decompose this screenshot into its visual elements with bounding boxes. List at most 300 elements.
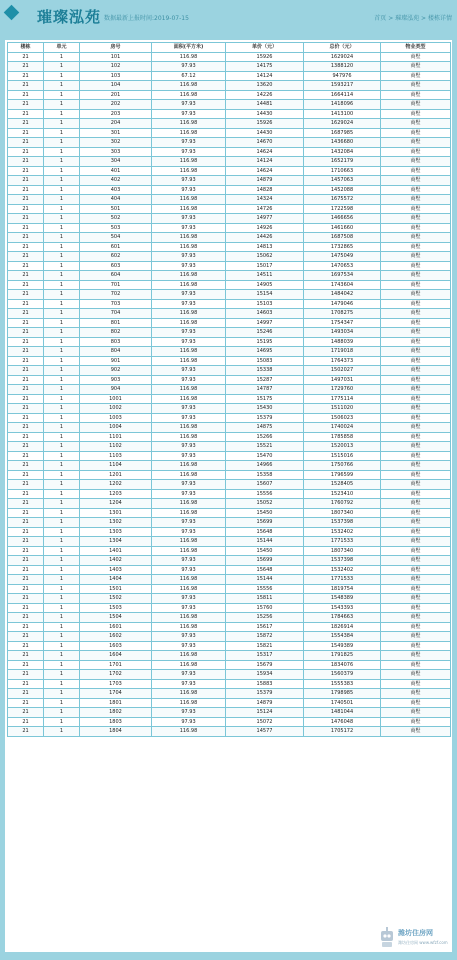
table-cell: 14879 (226, 698, 304, 708)
table-cell: 14430 (226, 128, 304, 138)
table-cell: 1104 (80, 461, 152, 471)
table-cell: 1 (44, 423, 80, 433)
table-cell: 15648 (226, 565, 304, 575)
table-cell: 1826914 (304, 622, 381, 632)
table-cell: 1301 (80, 508, 152, 518)
table-cell: 商墅 (381, 318, 451, 328)
table-row (8, 337, 451, 347)
table-cell: 702 (80, 290, 152, 300)
table-cell: 21 (8, 176, 44, 186)
table-cell: 21 (8, 575, 44, 585)
table-row (8, 508, 451, 518)
table-cell: 21 (8, 670, 44, 680)
table-cell: 1 (44, 128, 80, 138)
table-row (8, 727, 451, 737)
table-cell: 1701 (80, 660, 152, 670)
watermark-title: 潍坊住房网 (398, 929, 433, 937)
table-cell: 1 (44, 565, 80, 575)
table-cell: 21 (8, 632, 44, 642)
table-cell: 21 (8, 290, 44, 300)
table-row (8, 52, 451, 62)
table-cell: 15103 (226, 299, 304, 309)
table-cell: 116.98 (152, 233, 226, 243)
table-cell: 116.98 (152, 309, 226, 319)
table-cell: 1771533 (304, 575, 381, 585)
table-cell: 1560379 (304, 670, 381, 680)
table-cell: 15450 (226, 546, 304, 556)
table-cell: 21 (8, 185, 44, 195)
table-cell: 1481044 (304, 708, 381, 718)
table-cell: 1 (44, 651, 80, 661)
table-cell: 1388120 (304, 62, 381, 72)
table-cell: 116.98 (152, 347, 226, 357)
table-cell: 21 (8, 499, 44, 509)
table-cell: 商墅 (381, 138, 451, 148)
column-header: 单价（元） (226, 43, 304, 53)
table-cell: 1497031 (304, 375, 381, 385)
table-cell: 1470653 (304, 261, 381, 271)
table-cell: 商墅 (381, 195, 451, 205)
table-cell: 97.93 (152, 252, 226, 262)
table-row (8, 613, 451, 623)
table-cell: 商墅 (381, 299, 451, 309)
table-cell: 商墅 (381, 670, 451, 680)
table-cell: 21 (8, 52, 44, 62)
table-row (8, 603, 451, 613)
table-cell: 116.98 (152, 575, 226, 585)
table-cell: 1 (44, 185, 80, 195)
column-header: 面积(平方米) (152, 43, 226, 53)
table-cell: 1537398 (304, 518, 381, 528)
table-cell: 1601 (80, 622, 152, 632)
table-cell: 1804 (80, 727, 152, 737)
table-cell: 商墅 (381, 52, 451, 62)
table-cell: 21 (8, 518, 44, 528)
table-cell: 21 (8, 689, 44, 699)
table-cell: 商墅 (381, 147, 451, 157)
table-row (8, 394, 451, 404)
table-cell: 1603 (80, 641, 152, 651)
table-cell: 商墅 (381, 470, 451, 480)
table-cell: 1 (44, 470, 80, 480)
table-cell: 947976 (304, 71, 381, 81)
table-cell: 1479046 (304, 299, 381, 309)
table-cell: 商墅 (381, 584, 451, 594)
table-cell: 21 (8, 546, 44, 556)
table-cell: 21 (8, 413, 44, 423)
table-cell: 商墅 (381, 109, 451, 119)
table-cell: 1764373 (304, 356, 381, 366)
table-cell: 1484042 (304, 290, 381, 300)
table-cell: 97.93 (152, 185, 226, 195)
table-cell: 1705172 (304, 727, 381, 737)
table-cell: 21 (8, 442, 44, 452)
table-cell: 15083 (226, 356, 304, 366)
table-row (8, 717, 451, 727)
table-row (8, 128, 451, 138)
table-cell: 21 (8, 157, 44, 167)
table-cell: 21 (8, 470, 44, 480)
table-row (8, 651, 451, 661)
table-cell: 1785858 (304, 432, 381, 442)
site-logo[interactable]: 璀璨泓苑 (37, 8, 102, 26)
table-cell: 1802 (80, 708, 152, 718)
table-cell: 商墅 (381, 698, 451, 708)
table-cell: 97.93 (152, 375, 226, 385)
table-cell: 1 (44, 461, 80, 471)
table-cell: 1664114 (304, 90, 381, 100)
table-cell: 1 (44, 290, 80, 300)
table-cell: 1528405 (304, 480, 381, 490)
table-cell: 1 (44, 375, 80, 385)
table-cell: 902 (80, 366, 152, 376)
table-cell: 15926 (226, 52, 304, 62)
table-cell: 1003 (80, 413, 152, 423)
table-cell: 401 (80, 166, 152, 176)
table-cell: 1503 (80, 603, 152, 613)
table-cell: 103 (80, 71, 152, 81)
table-cell: 1 (44, 252, 80, 262)
table-row (8, 147, 451, 157)
table-cell: 1 (44, 100, 80, 110)
table-cell: 15144 (226, 575, 304, 585)
table-cell: 1475049 (304, 252, 381, 262)
table-cell: 204 (80, 119, 152, 129)
table-row (8, 385, 451, 395)
table-cell: 21 (8, 432, 44, 442)
content-panel (5, 40, 452, 952)
table-cell: 商墅 (381, 280, 451, 290)
table-cell: 14977 (226, 214, 304, 224)
table-cell: 116.98 (152, 727, 226, 737)
table-cell: 116.98 (152, 90, 226, 100)
table-cell: 402 (80, 176, 152, 186)
table-cell: 116.98 (152, 622, 226, 632)
table-cell: 1 (44, 223, 80, 233)
table-cell: 97.93 (152, 641, 226, 651)
table-cell: 1523410 (304, 489, 381, 499)
table-cell: 21 (8, 62, 44, 72)
table-cell: 1703 (80, 679, 152, 689)
table-cell: 97.93 (152, 679, 226, 689)
table-row (8, 62, 451, 72)
table-cell: 1 (44, 299, 80, 309)
table-cell: 14577 (226, 727, 304, 737)
table-cell: 14926 (226, 223, 304, 233)
table-cell: 14124 (226, 157, 304, 167)
table-row (8, 432, 451, 442)
table-cell: 1103 (80, 451, 152, 461)
table-cell: 1 (44, 366, 80, 376)
table-cell: 1493034 (304, 328, 381, 338)
table-cell: 1506023 (304, 413, 381, 423)
table-cell: 1461660 (304, 223, 381, 233)
table-cell: 104 (80, 81, 152, 91)
table-row (8, 375, 451, 385)
table-cell: 15338 (226, 366, 304, 376)
table-cell: 商墅 (381, 261, 451, 271)
table-row (8, 242, 451, 252)
table-cell: 903 (80, 375, 152, 385)
table-cell: 21 (8, 622, 44, 632)
table-row (8, 622, 451, 632)
table-cell: 21 (8, 698, 44, 708)
table-cell: 15358 (226, 470, 304, 480)
table-cell: 1501 (80, 584, 152, 594)
table-cell: 1 (44, 337, 80, 347)
table-cell: 1 (44, 451, 80, 461)
table-cell: 1784663 (304, 613, 381, 623)
table-cell: 15062 (226, 252, 304, 262)
table-cell: 1304 (80, 537, 152, 547)
table-cell: 116.98 (152, 613, 226, 623)
table-cell: 801 (80, 318, 152, 328)
table-cell: 1 (44, 527, 80, 537)
table-cell: 116.98 (152, 195, 226, 205)
table-cell: 15317 (226, 651, 304, 661)
table-cell: 14905 (226, 280, 304, 290)
table-cell: 14879 (226, 176, 304, 186)
table-cell: 1413100 (304, 109, 381, 119)
table-cell: 1 (44, 594, 80, 604)
table-cell: 116.98 (152, 394, 226, 404)
table-cell: 商墅 (381, 432, 451, 442)
table-row (8, 280, 451, 290)
table-cell: 15154 (226, 290, 304, 300)
table-cell: 116.98 (152, 470, 226, 480)
table-cell: 116.98 (152, 698, 226, 708)
table-cell: 1 (44, 679, 80, 689)
table-cell: 商墅 (381, 518, 451, 528)
table-cell: 商墅 (381, 632, 451, 642)
table-cell: 116.98 (152, 242, 226, 252)
table-cell: 21 (8, 404, 44, 414)
table-cell: 21 (8, 679, 44, 689)
table-cell: 1502 (80, 594, 152, 604)
table-cell: 1 (44, 641, 80, 651)
table-cell: 97.93 (152, 147, 226, 157)
table-cell: 21 (8, 717, 44, 727)
table-cell: 21 (8, 100, 44, 110)
table-cell: 1740501 (304, 698, 381, 708)
table-cell: 202 (80, 100, 152, 110)
table-cell: 101 (80, 52, 152, 62)
table-cell: 1 (44, 147, 80, 157)
table-row (8, 252, 451, 262)
table-cell: 97.93 (152, 708, 226, 718)
table-cell: 1488039 (304, 337, 381, 347)
table-row (8, 176, 451, 186)
table-cell: 14875 (226, 423, 304, 433)
table-cell: 商墅 (381, 252, 451, 262)
table-cell: 1798985 (304, 689, 381, 699)
table-cell: 商墅 (381, 603, 451, 613)
table-cell: 21 (8, 461, 44, 471)
table-cell: 15679 (226, 660, 304, 670)
table-cell: 602 (80, 252, 152, 262)
table-cell: 1457063 (304, 176, 381, 186)
table-row (8, 641, 451, 651)
table-cell: 商墅 (381, 242, 451, 252)
table-cell: 1 (44, 537, 80, 547)
table-cell: 116.98 (152, 537, 226, 547)
table-cell: 1515016 (304, 451, 381, 461)
table-cell: 21 (8, 195, 44, 205)
table-cell: 商墅 (381, 394, 451, 404)
table-cell: 97.93 (152, 632, 226, 642)
table-cell: 1511020 (304, 404, 381, 414)
table-cell: 商墅 (381, 71, 451, 81)
table-cell: 1722598 (304, 204, 381, 214)
column-header: 楼栋 (8, 43, 44, 53)
table-cell: 21 (8, 480, 44, 490)
table-cell: 14813 (226, 242, 304, 252)
table-cell: 116.98 (152, 166, 226, 176)
table-cell: 97.93 (152, 565, 226, 575)
table-cell: 商墅 (381, 565, 451, 575)
table-cell: 15175 (226, 394, 304, 404)
table-cell: 15379 (226, 689, 304, 699)
table-cell: 1 (44, 318, 80, 328)
table-cell: 1 (44, 280, 80, 290)
table-cell: 15072 (226, 717, 304, 727)
table-cell: 116.98 (152, 423, 226, 433)
breadcrumb-home[interactable]: 首页 (374, 15, 387, 22)
table-cell: 97.93 (152, 413, 226, 423)
table-cell: 1 (44, 328, 80, 338)
table-cell: 21 (8, 242, 44, 252)
table-cell: 97.93 (152, 62, 226, 72)
table-cell: 1 (44, 309, 80, 319)
table-cell: 1775114 (304, 394, 381, 404)
table-cell: 304 (80, 157, 152, 167)
table-cell: 商墅 (381, 641, 451, 651)
table-cell: 116.98 (152, 128, 226, 138)
table-cell: 21 (8, 119, 44, 129)
table-cell: 1 (44, 109, 80, 119)
table-cell: 14175 (226, 62, 304, 72)
table-cell: 15287 (226, 375, 304, 385)
table-cell: 商墅 (381, 271, 451, 281)
table-cell: 97.93 (152, 717, 226, 727)
table-cell: 13620 (226, 81, 304, 91)
breadcrumb-project[interactable]: 璀璨泓苑 (395, 15, 420, 22)
table-cell: 1502027 (304, 366, 381, 376)
table-row (8, 261, 451, 271)
table-cell: 1548389 (304, 594, 381, 604)
table-cell: 1 (44, 404, 80, 414)
table-cell: 116.98 (152, 651, 226, 661)
table-cell: 商墅 (381, 679, 451, 689)
table-cell: 1 (44, 71, 80, 81)
table-cell: 1476048 (304, 717, 381, 727)
table-cell: 商墅 (381, 689, 451, 699)
table-cell: 1432084 (304, 147, 381, 157)
table-cell: 116.98 (152, 280, 226, 290)
table-cell: 1 (44, 413, 80, 423)
table-cell: 14787 (226, 385, 304, 395)
table-cell: 503 (80, 223, 152, 233)
table-cell: 1 (44, 242, 80, 252)
table-cell: 商墅 (381, 223, 451, 233)
table-cell: 1 (44, 138, 80, 148)
table-cell: 1760792 (304, 499, 381, 509)
table-cell: 1834076 (304, 660, 381, 670)
table-row (8, 138, 451, 148)
table-cell: 1 (44, 119, 80, 129)
table-cell: 14430 (226, 109, 304, 119)
table-cell: 14426 (226, 233, 304, 243)
table-cell: 1 (44, 62, 80, 72)
table-row (8, 670, 451, 680)
table-cell: 21 (8, 375, 44, 385)
table-row (8, 537, 451, 547)
table-cell: 商墅 (381, 537, 451, 547)
table-cell: 1697534 (304, 271, 381, 281)
table-cell: 97.93 (152, 100, 226, 110)
table-cell: 21 (8, 71, 44, 81)
table-cell: 1554384 (304, 632, 381, 642)
breadcrumb-separator: > (386, 15, 396, 22)
table-cell: 97.93 (152, 480, 226, 490)
table-cell: 商墅 (381, 451, 451, 461)
table-cell: 1 (44, 698, 80, 708)
table-cell: 601 (80, 242, 152, 252)
table-cell: 15821 (226, 641, 304, 651)
table-cell: 1652179 (304, 157, 381, 167)
table-row (8, 204, 451, 214)
table-cell: 1004 (80, 423, 152, 433)
breadcrumb-separator: > (419, 15, 428, 22)
table-cell: 302 (80, 138, 152, 148)
table-cell: 97.93 (152, 527, 226, 537)
table-cell: 14695 (226, 347, 304, 357)
table-cell: 201 (80, 90, 152, 100)
table-row (8, 708, 451, 718)
table-cell: 商墅 (381, 62, 451, 72)
table-cell: 商墅 (381, 480, 451, 490)
table-cell: 97.93 (152, 518, 226, 528)
table-cell: 116.98 (152, 461, 226, 471)
table-cell: 1201 (80, 470, 152, 480)
table-cell: 14966 (226, 461, 304, 471)
table-cell: 1452088 (304, 185, 381, 195)
table-row (8, 318, 451, 328)
table-cell: 1402 (80, 556, 152, 566)
table-cell: 1418096 (304, 100, 381, 110)
table-cell: 1403 (80, 565, 152, 575)
table-cell: 116.98 (152, 356, 226, 366)
table-cell: 14726 (226, 204, 304, 214)
column-header: 房号 (80, 43, 152, 53)
table-cell: 97.93 (152, 337, 226, 347)
table-cell: 1 (44, 442, 80, 452)
table-cell: 701 (80, 280, 152, 290)
table-cell: 21 (8, 556, 44, 566)
table-cell: 商墅 (381, 166, 451, 176)
table-cell: 1436680 (304, 138, 381, 148)
table-cell: 21 (8, 603, 44, 613)
table-cell: 116.98 (152, 204, 226, 214)
table-header-row (8, 43, 451, 53)
table-cell: 116.98 (152, 546, 226, 556)
table-cell: 21 (8, 90, 44, 100)
table-row (8, 404, 451, 414)
table-cell: 1 (44, 480, 80, 490)
table-cell: 1743604 (304, 280, 381, 290)
table-cell: 1 (44, 670, 80, 680)
table-cell: 15266 (226, 432, 304, 442)
